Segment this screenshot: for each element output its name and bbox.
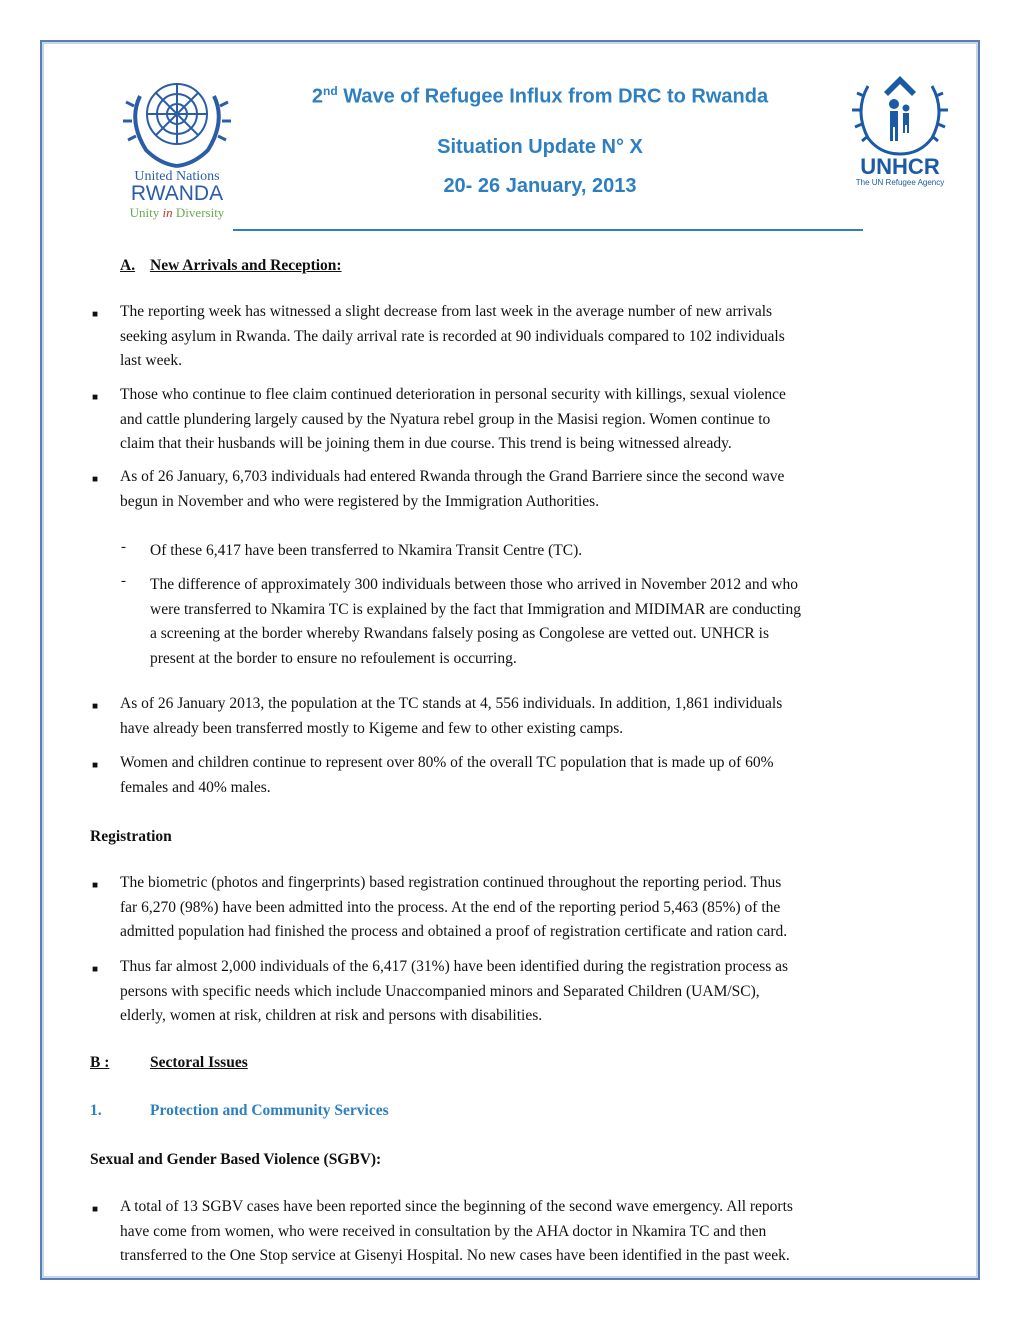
sub-list-item: Of these 6,417 have been transferred to Nkamira Transit Centre (TC). bbox=[150, 542, 583, 559]
bullet-marker: ■ bbox=[92, 701, 99, 712]
un-logo-line2: RWANDA bbox=[130, 182, 224, 205]
header-divider bbox=[233, 229, 863, 231]
unhcr-tagline: The UN Refugee Agency bbox=[855, 178, 945, 187]
list-item: Women and children continue to represent over 80% of the overall TC population that is made up of 60% females and 40% males. bbox=[120, 754, 774, 796]
document-date: 20- 26 January, 2013 bbox=[443, 175, 637, 197]
list-item: The biometric (photos and fingerprints) based registration continued throughout the reporting period. Thus far 6,270 (98%) have been admitted into the process. At the end of the reporting period 5,463 (85%) of the admitted population had finished the process and obtained a proof of registration certificate and ration card. bbox=[120, 874, 788, 940]
section-b-heading: Sectoral Issues bbox=[150, 1054, 248, 1071]
subsection-number: 1. bbox=[90, 1102, 102, 1119]
subsection-heading: Protection and Community Services bbox=[150, 1102, 389, 1119]
un-logo-line1: United Nations bbox=[134, 169, 220, 184]
bullet-marker: ■ bbox=[92, 760, 99, 771]
un-rwanda-logo bbox=[110, 66, 244, 221]
document-title: 2nd Wave of Refugee Influx from DRC to Rwanda bbox=[311, 84, 769, 108]
sub-list-item: The difference of approximately 300 individuals between those who arrived in November 2012 and who were transferred to Nkamira TC is explained by the fact that Immigration and MIDIMAR are conducting a screening at the border whereby Rwandans falsely posing as Congolese are vetted out. UNHCR is present at the border to ensure no refoulement is occurring. bbox=[150, 576, 801, 667]
dash-marker: - bbox=[121, 539, 126, 555]
svg-text:Unity in Diversity: Unity in Diversity bbox=[129, 205, 225, 220]
bullet-marker: ■ bbox=[92, 392, 99, 403]
unhcr-wordmark: UNHCR bbox=[860, 154, 940, 179]
sgbv-heading: Sexual and Gender Based Violence (SGBV): bbox=[90, 1151, 382, 1168]
registration-heading: Registration bbox=[90, 828, 172, 845]
section-a-letter: A. bbox=[120, 257, 136, 274]
unhcr-logo bbox=[846, 66, 954, 188]
list-item: Thus far almost 2,000 individuals of the 6,417 (31%) have been identified during the registration process as persons with specific needs which include Unaccompanied minors and Separated Children (UAM/SC), elderly, women at risk, children at risk and persons with disabilities. bbox=[120, 958, 789, 1024]
list-item: Those who continue to flee claim continued deterioration in personal security with killings, sexual violence and cattle plundering largely caused by the Nyatura rebel group in the Masisi region. Women continue to claim that their husbands will be joining them in due course. This trend is being witnessed already. bbox=[120, 386, 786, 452]
bullet-marker: ■ bbox=[92, 309, 99, 320]
bullet-marker: ■ bbox=[92, 1204, 99, 1215]
section-a-heading: New Arrivals and Reception: bbox=[150, 257, 342, 274]
bullet-marker: ■ bbox=[92, 474, 99, 485]
section-b-letter: B : bbox=[90, 1054, 110, 1071]
bullet-marker: ■ bbox=[92, 880, 99, 891]
list-item: As of 26 January, 6,703 individuals had entered Rwanda through the Grand Barriere since the second wave begun in November and who were registered by the Immigration Authorities. bbox=[120, 468, 785, 510]
bullet-marker: ■ bbox=[92, 964, 99, 975]
list-item: The reporting week has witnessed a slight decrease from last week in the average number of new arrivals seeking asylum in Rwanda. The daily arrival rate is recorded at 90 individuals compared to 102 individuals last week. bbox=[120, 303, 785, 369]
list-item: A total of 13 SGBV cases have been reported since the beginning of the second wave emergency. All reports have come from women, who were received in consultation by the AHA doctor in Nkamira TC and then transferred to the One Stop service at Gisenyi Hospital. No new cases have been identified in the past week. bbox=[120, 1198, 793, 1264]
document-subtitle: Situation Update N° X bbox=[437, 136, 643, 158]
list-item: As of 26 January 2013, the population at the TC stands at 4, 556 individuals. In addition, 1,861 individuals have already been transferred mostly to Kigeme and few to other existing camps. bbox=[120, 695, 783, 737]
dash-marker: - bbox=[121, 573, 126, 589]
